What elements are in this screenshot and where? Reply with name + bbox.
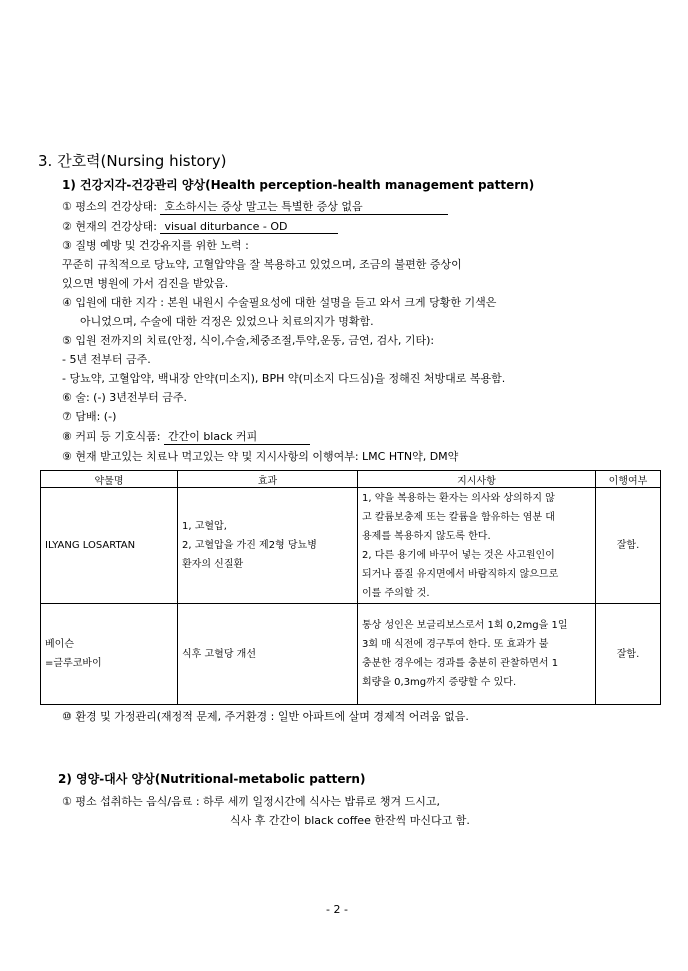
item-prior-treatment-line: - 당뇨약, 고혈압약, 백내장 안약(미소지), BPH 약(미소지 다드심)을 정해진 처방대로 복용함. [62, 372, 506, 385]
table-row [41, 488, 661, 604]
item-prevention-line: 있으면 병원에 가서 검진을 받았음. [62, 277, 229, 290]
item-current-meds: ⑨ 현재 받고있는 치료나 먹고있는 약 및 지시사항의 이행여부: LMC HTN약, DM약 [62, 450, 459, 463]
medication-table [40, 470, 661, 705]
item-admission-perception-cont: 아니었으며, 수술에 대한 걱정은 있었으나 치료의지가 명확함. [80, 315, 374, 328]
cell-compliance: 잘함. [596, 604, 661, 705]
item-prior-treatment-line: - 5년 전부터 금주. [62, 353, 151, 366]
item-usual-health [62, 198, 448, 215]
item-alcohol: ⑥ 술: (-) 3년전부터 금주. [62, 391, 187, 404]
cell-effect [178, 604, 358, 705]
cell-drug-name [41, 604, 178, 705]
item-preference [62, 428, 310, 445]
cell-line: 충분한 경우에는 경과를 충분히 관찰하면서 1 [362, 658, 559, 669]
cell-line: 환자의 신질환 [182, 559, 244, 570]
section-title: 3. 간호력(Nursing history) [38, 152, 227, 170]
item-value: 호소하시는 증상 말고는 특별한 증상 없음 [160, 198, 448, 215]
cell-instruction [358, 488, 596, 604]
cell-effect [178, 488, 358, 604]
cell-line: 1, 약을 복용하는 환자는 의사와 상의하지 않 [362, 492, 555, 504]
cell-line: 고 칼륨보충제 또는 칼륨을 함유하는 염분 대 [362, 511, 555, 523]
item-label: ② 현재의 건강상태: [62, 220, 157, 233]
cell-line: =글루코바이 [45, 658, 102, 669]
cell-line: 되거나 품질 유지면에서 바람직하지 않으므로 [362, 568, 559, 580]
table-row [41, 604, 661, 705]
item-value: visual diturbance - OD [160, 220, 338, 234]
cell-line: 통상 성인은 보글리보스로서 1회 0,2mg을 1일 [362, 620, 568, 631]
item-environment: ⑩ 환경 및 가정관리(재정적 문제, 주거환경 : 일반 아파트에 살며 경제적 어려움 없음. [62, 710, 469, 723]
item-prevention-line: 꾸준히 규칙적으로 당뇨약, 고혈압약을 잘 복용하고 있었으며, 조금의 불편한 증상이 [62, 258, 462, 271]
header-effect: 효과 [178, 471, 358, 488]
cell-compliance: 잘함. [596, 488, 661, 604]
cell-line: 3회 매 식전에 경구투여 한다. 또 효과가 불 [362, 639, 549, 650]
cell-line: 2, 다른 용기에 바꾸어 넣는 것은 사고원인이 [362, 549, 555, 561]
item-smoking: ⑦ 담배: (-) [62, 410, 117, 423]
item-admission-perception: ④ 입원에 대한 지각 : 본원 내원시 수술필요성에 대한 설명을 듣고 와서 크게 당황한 기색은 [62, 296, 497, 309]
header-compliance: 이행여부 [596, 471, 661, 488]
item-usual-diet-cont: 식사 후 간간이 black coffee 한잔씩 마신다고 함. [230, 814, 470, 827]
cell-drug-name: ILYANG LOSARTAN [41, 488, 178, 604]
item-usual-diet: ① 평소 섭취하는 음식/음료 : 하루 세끼 일정시간에 식사는 밥류로 챙겨 드시고, [62, 795, 441, 808]
cell-line: 식후 고혈당 개선 [182, 648, 256, 660]
item-label: ⑧ 커피 등 기호식품: [62, 430, 161, 443]
header-drug-name: 약물명 [41, 471, 178, 488]
item-current-health [62, 218, 338, 234]
subsection-title-health-perception: 1) 건강지각-건강관리 양상(Health perception-health management pattern) [62, 178, 535, 192]
cell-line: 회량을 0,3mg까지 증량할 수 있다. [362, 677, 517, 688]
cell-line: 용제를 복용하지 않도록 한다. [362, 530, 491, 542]
page-number: - 2 - [326, 903, 348, 916]
subsection-title-nutrition: 2) 영양-대사 양상(Nutritional-metabolic pattern) [58, 772, 366, 786]
item-prior-treatment-label: ⑤ 입원 전까지의 치료(안정, 식이,수술,체중조절,투약,운동, 금연, 검사, 기타): [62, 334, 435, 347]
item-label: ① 평소의 건강상태: [62, 200, 157, 213]
cell-line: 베이슨 [45, 639, 74, 650]
cell-instruction [358, 604, 596, 705]
header-instruction: 지시사항 [358, 471, 596, 488]
cell-line: 이를 주의할 것. [362, 587, 430, 599]
item-value: 간간이 black 커피 [164, 428, 310, 445]
table-header-row [41, 471, 661, 488]
item-prevention-label: ③ 질병 예방 및 건강유지를 위한 노력 : [62, 239, 249, 252]
cell-line: 1, 고혈압, [182, 521, 227, 532]
cell-line: 2, 고혈압을 가진 제2형 당뇨병 [182, 540, 317, 551]
